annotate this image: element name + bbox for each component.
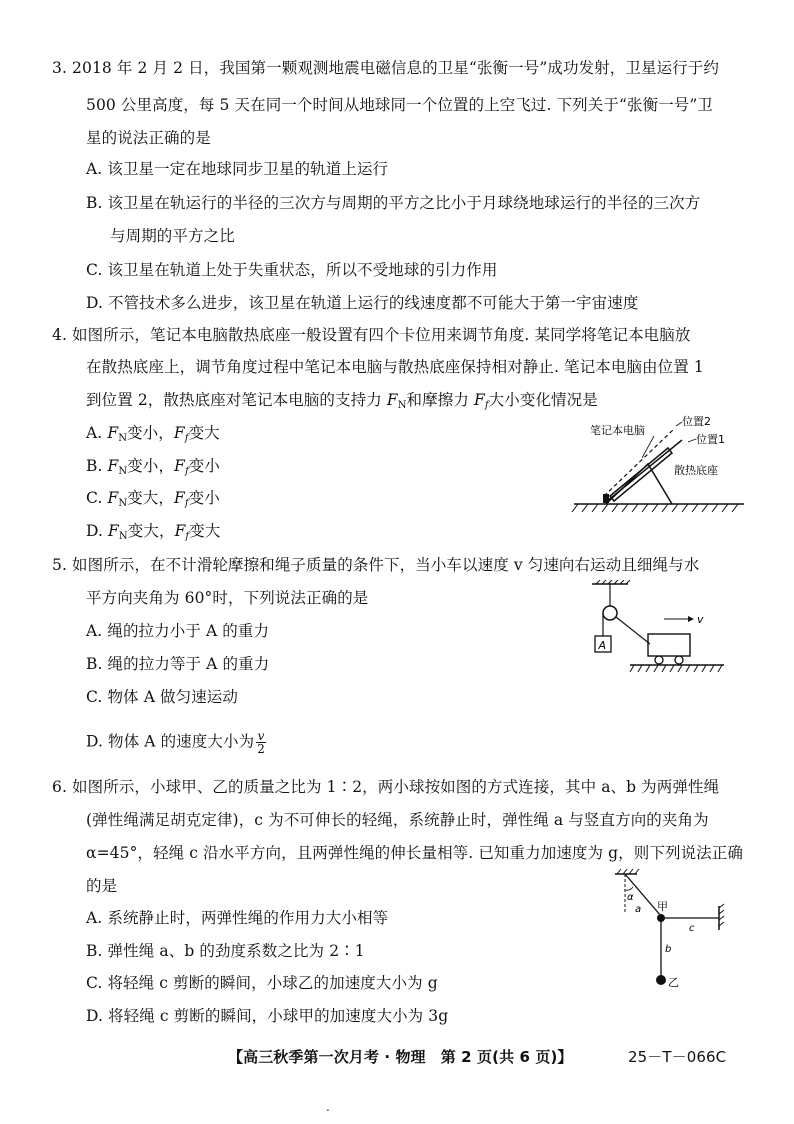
q4-option-c: C. $F_N$变大，$F_f$变小 [86,489,220,509]
q3-stem-line3: 星的说法正确的是 [86,129,211,147]
q6-ball-yi [656,975,666,985]
q6-stem-line4: 的是 [86,877,118,895]
q6-rope-a-label: a [635,904,642,915]
q3-stem-line1: 3. 2018 年 2 月 2 日，我国第一颗观测地震电磁信息的卫星“张衡一号”成功发射，卫星运行于约 [52,59,719,77]
q3-stem-line2: 500 公里高度，每 5 天在同一个时间从地球同一个位置的上空飞过. 下列关于“张衡一号”卫 [86,96,714,114]
q5-fraction: $\frac{v}{2}$ [257,729,265,756]
q5-option-d: D. 物体 A 的速度大小为 $\frac{v}{2}$ [86,729,265,756]
q5-stem-line2: 平方向夹角为 60°时，下列说法正确的是 [86,589,369,607]
q5-cart [648,634,690,656]
q6-option-c: C. 将轻绳 c 剪断的瞬间，小球乙的加速度大小为 g [86,974,438,992]
page-dot: . [326,1100,330,1114]
q6-rope-b-label: b [665,944,672,955]
q4-base-label: 散热底座 [674,464,718,477]
q4-option-b: B. $F_N$变小，$F_f$变小 [86,457,220,477]
q4-position1-plate [606,440,682,502]
q5-velocity-label: v [697,613,704,626]
q6-ball-yi-label: 乙 [668,976,679,989]
q5-cart-wheel-left [655,656,663,664]
q6-option-b: B. 弹性绳 a、b 的劲度系数之比为 2∶1 [86,942,365,960]
q6-stem-line3: α=45°，轻绳 c 沿水平方向，且两弹性绳的伸长量相等. 已知重力加速度为 g，则下列说法正确 [86,844,743,862]
q4-figure [570,412,750,520]
q5-stem-line1: 5. 如图所示，在不计滑轮摩擦和绳子质量的条件下，当小车以速度 v 匀速向右运动且细绳与水 [52,556,700,574]
q3-option-c: C. 该卫星在轨道上处于失重状态，所以不受地球的引力作用 [86,261,498,279]
q3-option-a: A. 该卫星一定在地球同步卫星的轨道上运行 [86,160,389,178]
q4-laptop-label: 笔记本电脑 [590,424,645,437]
q5-ground-hatch [630,665,722,672]
q3-option-b-line2: 与周期的平方之比 [110,227,235,245]
q5-figure [582,580,732,680]
q5-pulley [603,606,617,620]
q6-rope-c-label: c [689,923,695,934]
q4-stem-line1: 4. 如图所示，笔记本电脑散热底座一般设置有四个卡位用来调节角度. 某同学将笔记本电脑放 [52,326,691,344]
q6-option-a: A. 系统静止时，两弹性绳的作用力大小相等 [86,909,389,927]
q6-stem-line2: (弹性绳满足胡克定律)，c 为不可伸长的轻绳，系统静止时，弹性绳 a 与竖直方向的夹角为 [86,811,709,829]
q5-option-a: A. 绳的拉力小于 A 的重力 [86,622,270,640]
q4-option-d: D. $F_N$变大，$F_f$变大 [86,522,221,542]
q4-stem-line2: 在散热底座上，调节角度过程中笔记本电脑与散热底座保持相对静止. 笔记本电脑由位置 1 [86,358,704,376]
q5-rope-slanted [616,617,650,644]
q4-pos1-leader [688,439,696,442]
page-footer: 【高三秋季第一次月考 · 物理 第 2 页(共 6 页)】 [228,1048,573,1066]
q4-laptop-leader [642,436,654,458]
q6-option-d: D. 将轻绳 c 剪断的瞬间，小球甲的加速度大小为 3g [86,1007,449,1025]
q4-stopper [603,494,609,503]
q4-position1-label: 位置1 [696,433,725,446]
q4-ground-hatch [572,504,738,512]
q5-cart-wheel-right [675,656,683,664]
q6-alpha-label: α [627,892,634,903]
q3-option-b-line1: B. 该卫星在轨运行的半径的三次方与周期的平方之比小于月球绕地球运行的半径的三次方 [86,194,701,212]
q5-option-b: B. 绳的拉力等于 A 的重力 [86,655,270,673]
q5-block-a-label: A [598,639,607,652]
q5-option-c: C. 物体 A 做匀速运动 [86,688,239,706]
exam-code: 25－T－066C [628,1048,727,1066]
q6-stem-line1: 6. 如图所示，小球甲、乙的质量之比为 1∶2，两小球按如图的方式连接，其中 a、b 为两弹性绳 [52,778,720,796]
q3-option-d: D. 不管技术多么进步，该卫星在轨道上运行的线速度都不可能大于第一宇宙速度 [86,294,639,312]
q4-stem-line3: 到位置 2，散热底座对笔记本电脑的支持力 $F_N$和摩擦力 $F_f$大小变化情况是 [86,391,598,411]
q4-option-a: A. $F_N$变小，$F_f$变大 [86,424,220,444]
q6-figure [605,868,745,990]
q6-angle-arc [625,887,633,890]
q5-velocity-arrowhead [688,616,694,622]
q6-ball-jia-label: 甲 [657,900,668,913]
q4-position2-label: 位置2 [682,415,711,428]
q4-position2-plate [604,429,674,496]
